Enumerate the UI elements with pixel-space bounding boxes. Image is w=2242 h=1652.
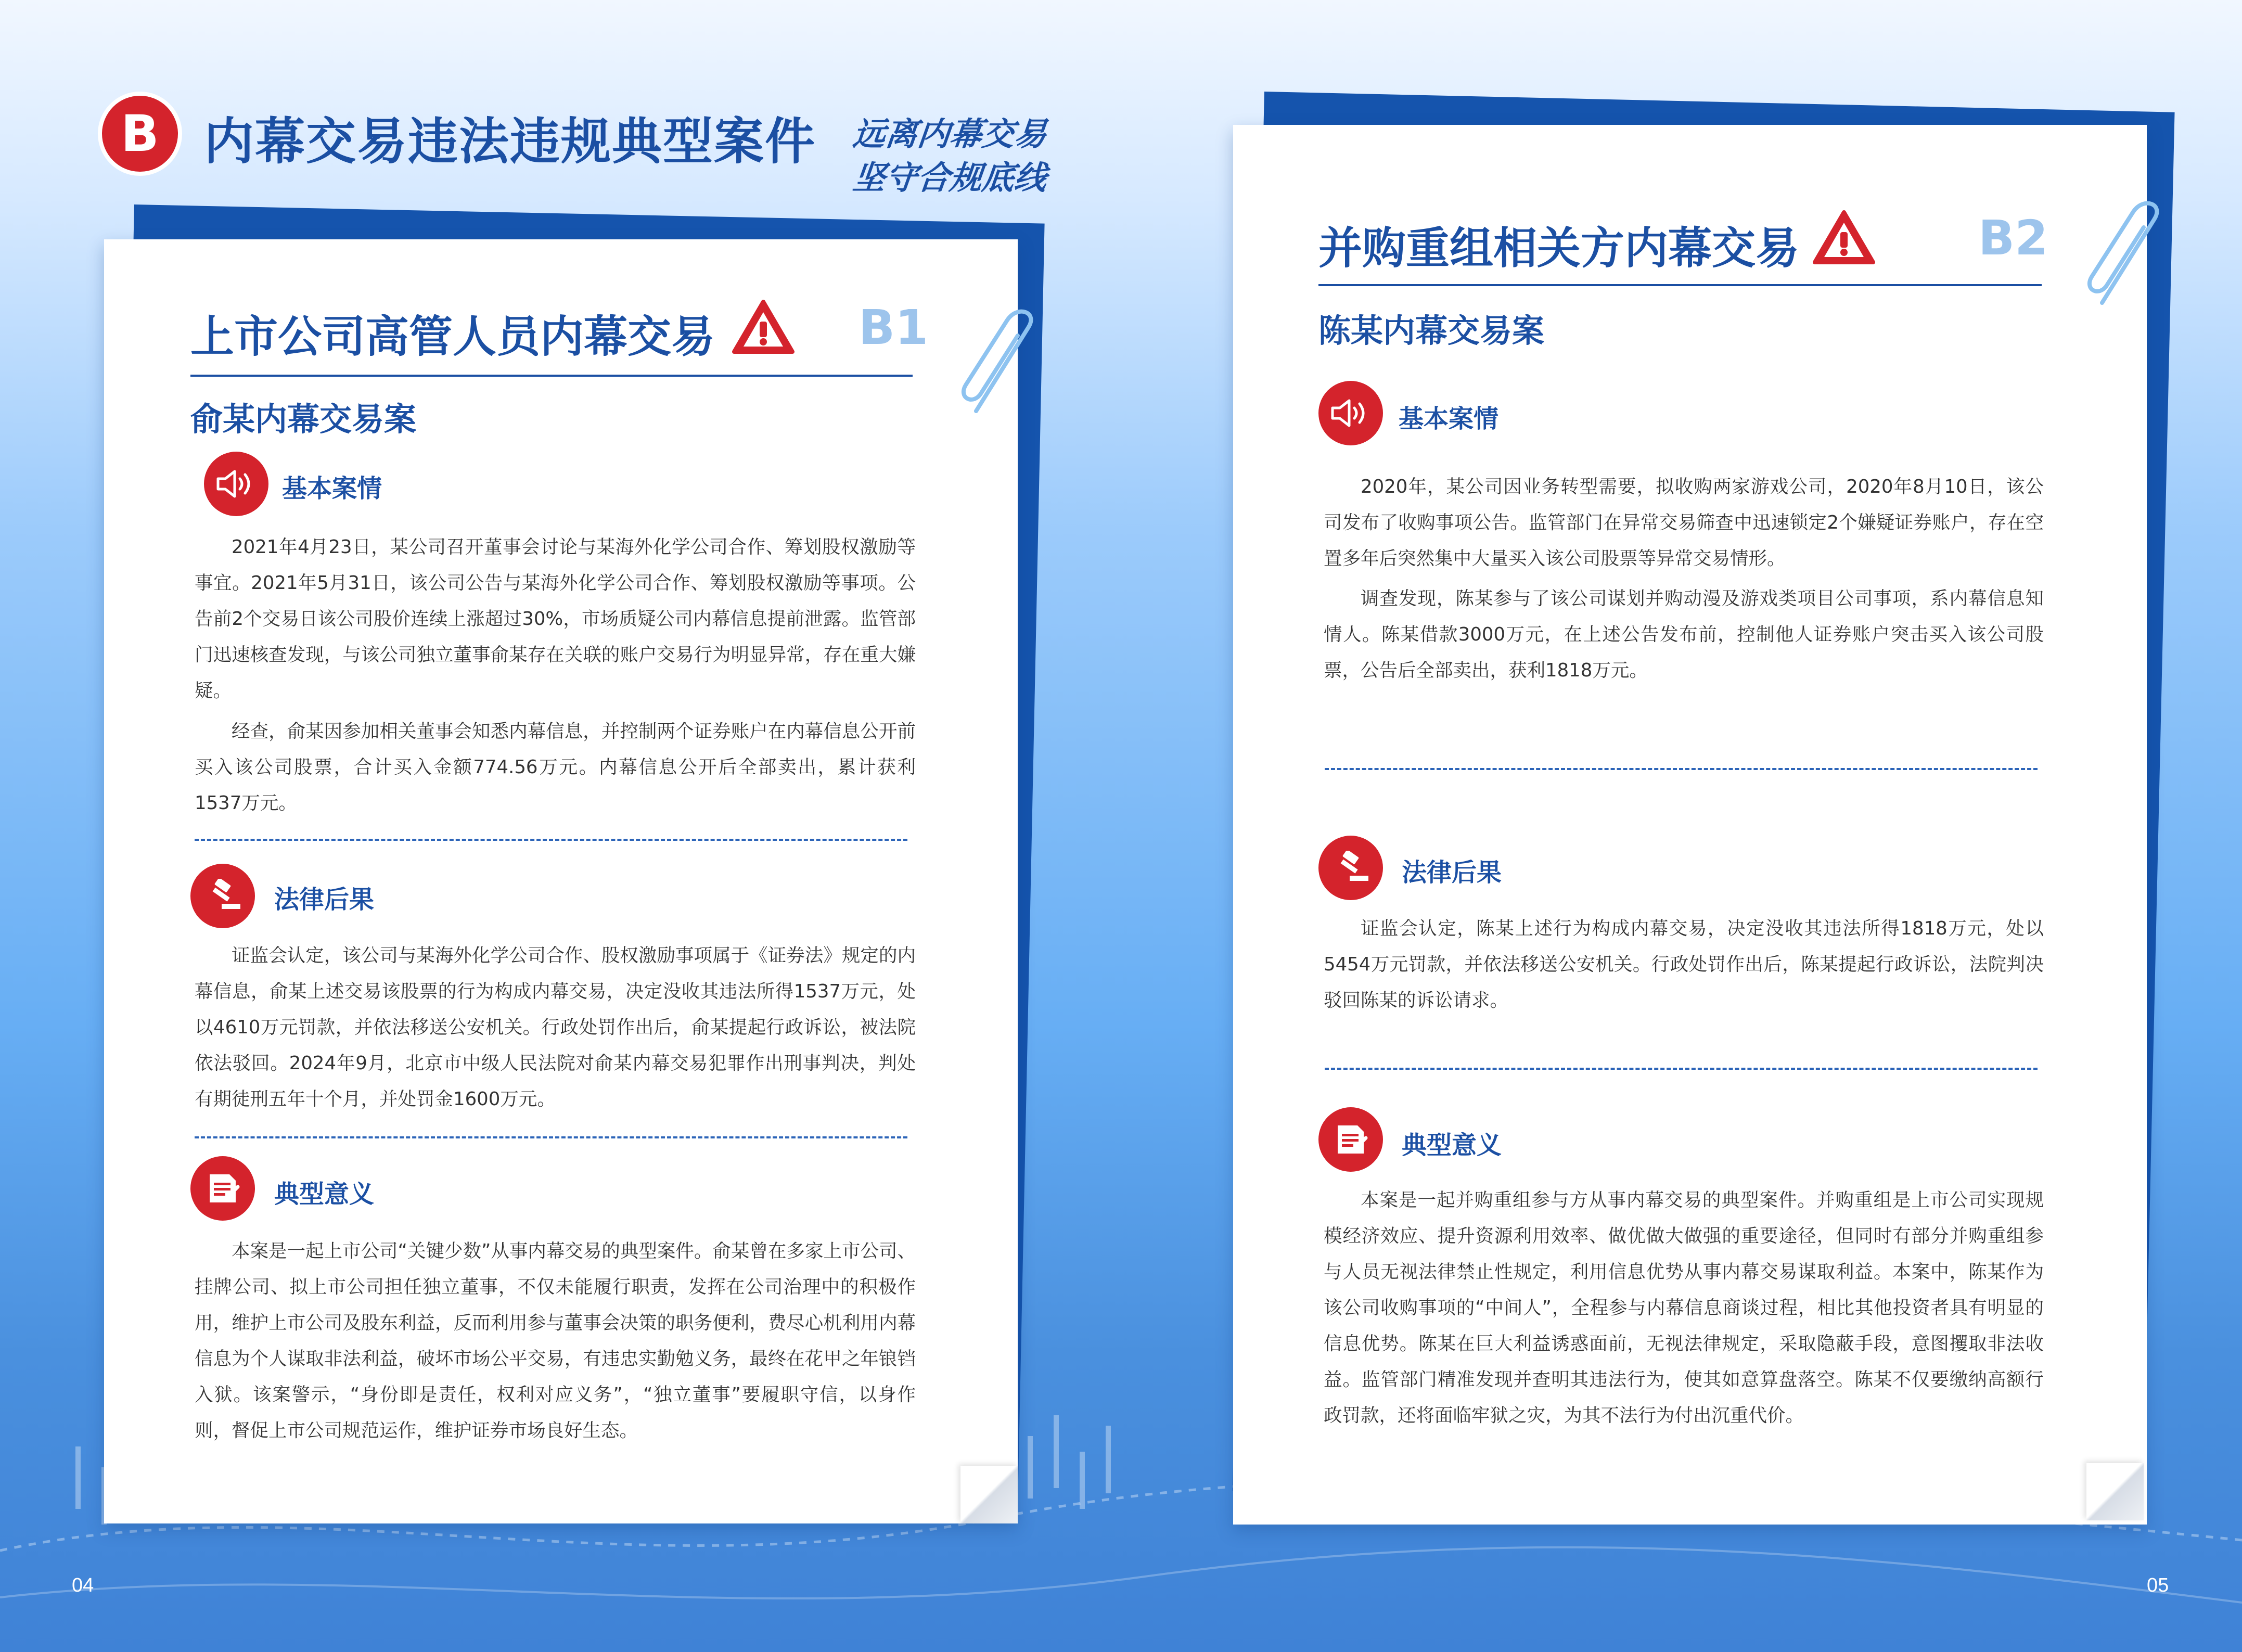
page-number-left: 04 [72, 1574, 94, 1596]
speaker-icon [1330, 398, 1371, 429]
section-divider [195, 1136, 907, 1138]
right-legal-section-title: 法律后果 [1402, 858, 1502, 887]
document-icon [204, 1170, 241, 1207]
right-basic-paragraph-1: 2020年，某公司因业务转型需要，拟收购两家游戏公司，2020年8月10日，该公司发布了收购事项公告。监管部门在异常交易筛查中迅速锁定2个嫌疑证券账户，存在空置多年后突然集中大量买入该公司股票等异常交易情形。 [1324, 476, 2044, 569]
right-basic-paragraph-2: 调查发现，陈某参与了该公司谋划并购动漫及游戏类项目公司事项，系内幕信息知情人。陈某借款3000万元，在上述公告发布前，控制他人证券账户突击买入该公司股票，公告后全部卖出，获利1818万元。 [1324, 588, 2044, 681]
right-legal-section-icon [1318, 836, 1383, 900]
left-legal-paragraph-1: 证监会认定，该公司与某海外化学公司合作、股权激励事项属于《证券法》规定的内幕信息，俞某上述交易该股票的行为构成内幕交易，决定没收其违法所得1537万元，处以4610万元罚款，并依法移送公安机关。行政处罚作出后，俞某提起行政诉讼，被法院依法驳回。2024年9月，北京市中级人民法院对俞某内幕交易犯罪作出刑事判决，判处有期徒刑五年十个月，并处罚金1600万元。 [195, 945, 916, 1110]
left-basic-paragraph-1: 2021年4月23日，某公司召开董事会讨论与某海外化学公司合作、筹划股权激励等事宜。2021年5月31日，该公司公告与某海外化学公司合作、筹划股权激励等事项。公告前2个交易日该公司股价连续上涨超过30%，市场质疑公司内幕信息提前泄露。监管部门迅速核查发现，与该公司独立董事俞某存在关联的账户交易行为明显异常，存在重大嫌疑。 [195, 536, 916, 701]
left-basic-section-icon [204, 452, 268, 516]
right-case-code: B2 [1978, 210, 2048, 266]
right-significance-section-icon [1318, 1107, 1383, 1172]
right-basic-section-title: 基本案情 [1399, 404, 1499, 433]
document-icon [1333, 1121, 1369, 1158]
section-divider [1325, 768, 2038, 770]
section-divider [195, 839, 907, 841]
page-corner-fold [960, 1466, 1018, 1523]
paperclip-icon [2081, 199, 2170, 313]
slogan-line-2: 坚守合规底线 [851, 159, 1049, 197]
section-divider [1325, 1068, 2038, 1070]
left-significance-section-icon [190, 1156, 255, 1221]
right-title-rule [1318, 284, 2042, 286]
right-significance-section-title: 典型意义 [1402, 1131, 1502, 1160]
right-legal-paragraph-1: 证监会认定，陈某上述行为构成内幕交易，决定没收其违法所得1818万元，处以5454万元罚款，并依法移送公安机关。行政处罚作出后，陈某提起行政诉讼，法院判决驳回陈某的诉讼请求。 [1324, 918, 2044, 1011]
left-basic-section-title: 基本案情 [282, 474, 382, 503]
left-case-code: B1 [859, 300, 929, 355]
page-title: 内幕交易违法违规典型案件 [204, 112, 816, 171]
left-case-name: 俞某内幕交易案 [190, 400, 417, 438]
page-number-right: 05 [2147, 1574, 2169, 1596]
section-badge: B [102, 96, 178, 172]
paperclip-icon [955, 307, 1044, 421]
right-basic-section-icon [1318, 381, 1383, 445]
right-case-title: 并购重组相关方内幕交易 [1318, 223, 1800, 274]
warning-icon [731, 299, 796, 356]
gavel-icon [1331, 851, 1370, 885]
left-legal-section-title: 法律后果 [274, 885, 375, 914]
warning-icon [1812, 209, 1876, 266]
slogan-line-1: 远离内幕交易 [851, 115, 1049, 153]
left-title-rule [190, 375, 913, 377]
gavel-icon [203, 879, 242, 913]
speaker-icon [216, 468, 257, 500]
left-significance-paragraph-1: 本案是一起上市公司“关键少数”从事内幕交易的典型案件。俞某曾在多家上市公司、挂牌公司、拟上市公司担任独立董事，不仅未能履行职责，发挥在公司治理中的积极作用，维护上市公司及股东利益，反而利用参与董事会决策的职务便利，费尽心机利用内幕信息为个人谋取非法利益，破坏市场公平交易，有违忠实勤勉义务，最终在花甲之年锒铛入狱。该案警示，“身份即是责任，权利对应义务”，“独立董事”要履职守信，以身作则，督促上市公司规范运作，维护证券市场良好生态。 [195, 1240, 916, 1441]
left-legal-section-icon [190, 864, 255, 928]
left-case-title: 上市公司高管人员内幕交易 [190, 311, 715, 362]
left-basic-paragraph-2: 经查，俞某因参加相关董事会知悉内幕信息，并控制两个证券账户在内幕信息公开前买入该公司股票，合计买入金额774.56万元。内幕信息公开后全部卖出，累计获利1537万元。 [195, 721, 916, 814]
left-significance-section-title: 典型意义 [274, 1180, 375, 1209]
right-significance-paragraph-1: 本案是一起并购重组参与方从事内幕交易的典型案件。并购重组是上市公司实现规模经济效应、提升资源利用效率、做优做大做强的重要途径，但同时有部分并购重组参与人员无视法律禁止性规定，利用信息优势从事内幕交易谋取利益。本案中，陈某作为该公司收购事项的“中间人”，全程参与内幕信息商谈过程，相比其他投资者具有明显的信息优势。陈某在巨大利益诱惑面前，无视法律规定，采取隐蔽手段，意图攫取非法收益。监管部门精准发现并查明其违法行为，使其如意算盘落空。陈某不仅要缴纳高额行政罚款，还将面临牢狱之灾，为其不法行为付出沉重代价。 [1324, 1189, 2044, 1426]
page-corner-fold [2086, 1463, 2144, 1520]
right-case-name: 陈某内幕交易案 [1318, 312, 1545, 350]
